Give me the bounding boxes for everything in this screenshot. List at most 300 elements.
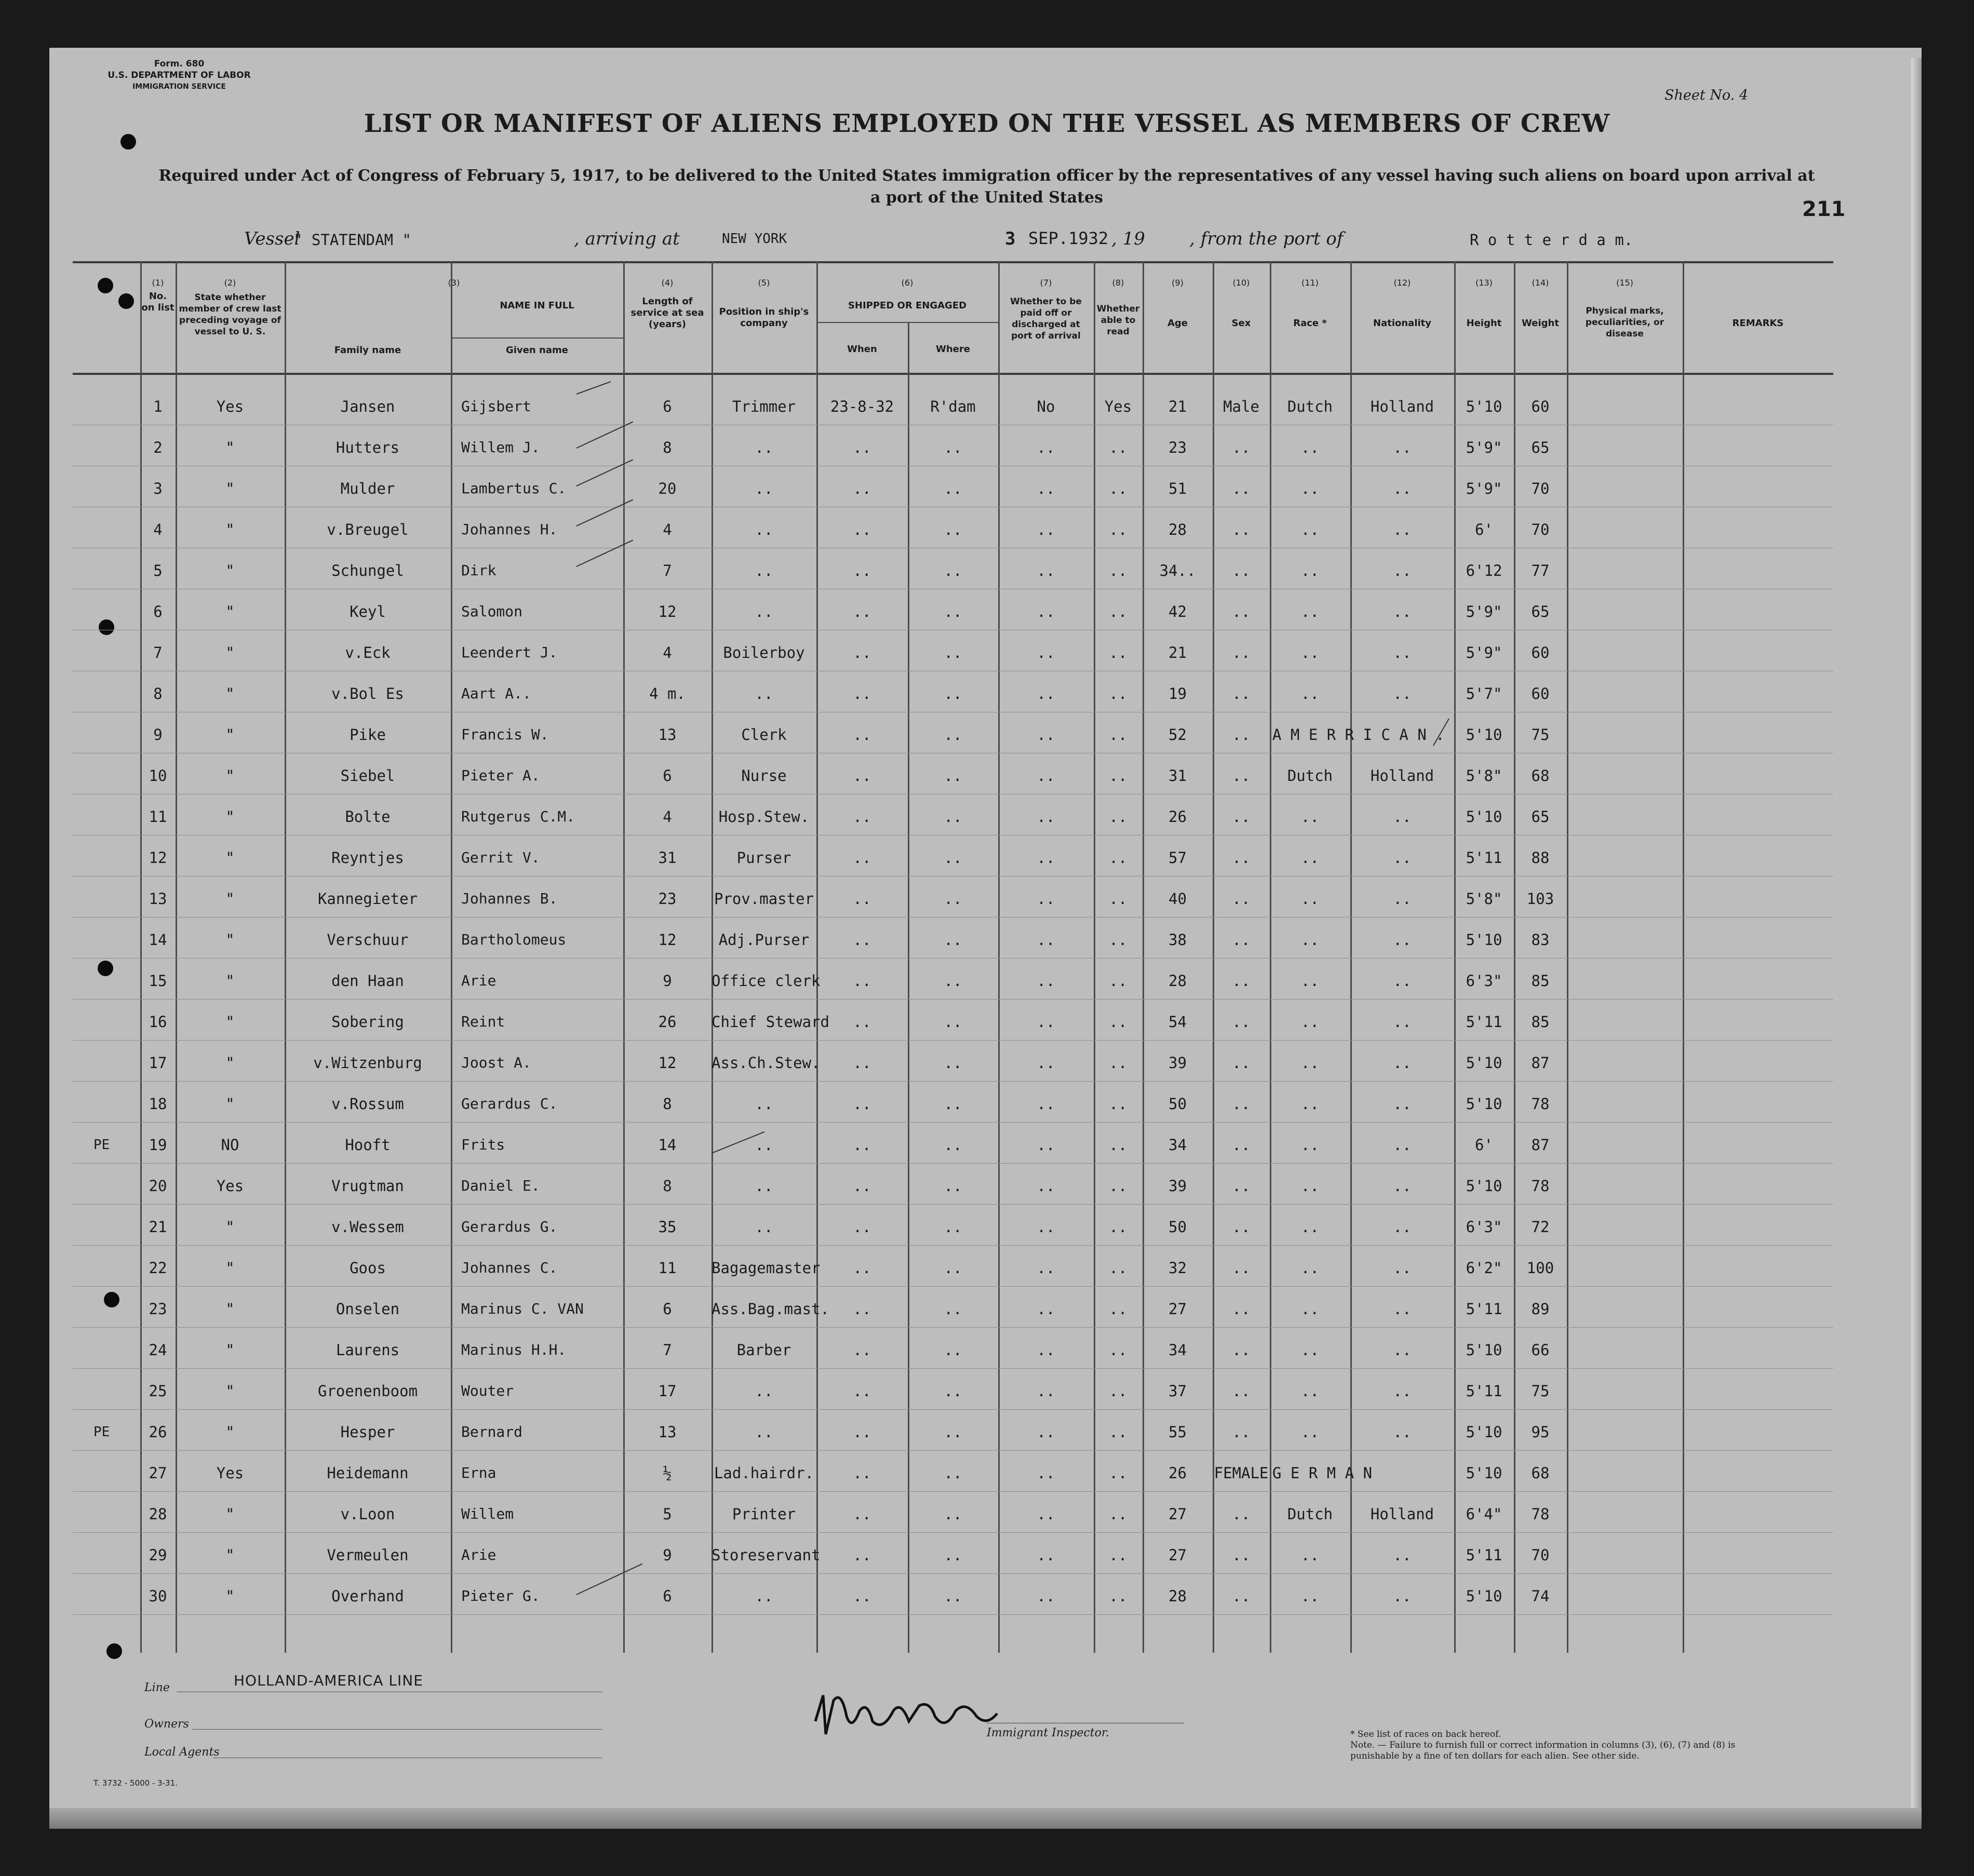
col-head-family: Family name <box>334 345 401 356</box>
cell-race: .. <box>1301 1259 1319 1277</box>
cell-race: .. <box>1301 562 1319 579</box>
cell-family: Siebel <box>340 767 395 785</box>
cell-age: 51 <box>1169 480 1187 497</box>
cell-paid: .. <box>1037 603 1055 620</box>
cell-when: .. <box>853 890 871 908</box>
owners-rule <box>192 1729 602 1730</box>
cell-length: 13 <box>658 1423 677 1441</box>
cell-sex: .. <box>1232 1546 1251 1564</box>
cell-position: Bagagemaster <box>711 1259 821 1277</box>
col-rule <box>998 261 1000 1653</box>
cell-position: Barber <box>736 1341 791 1359</box>
cell-length: 4 <box>663 808 672 826</box>
cell-paid: .. <box>1037 767 1055 785</box>
cell-read: .. <box>1109 726 1127 744</box>
col-rule <box>1567 261 1568 1653</box>
cell-family: Vermeulen <box>327 1546 409 1564</box>
cell-height: 5'8" <box>1466 890 1502 908</box>
cell-prev: " <box>225 849 235 867</box>
cell-no: 6 <box>153 603 163 620</box>
cell-length: ½ <box>663 1464 672 1482</box>
cell-when: .. <box>853 1423 871 1441</box>
cell-position: Nurse <box>741 767 787 785</box>
row-rule <box>73 1491 1833 1492</box>
cell-sex: .. <box>1232 972 1251 990</box>
cell-height: 5'11 <box>1466 1546 1502 1564</box>
cell-prev: " <box>225 972 235 990</box>
cell-age: 57 <box>1169 849 1187 867</box>
cell-paid: .. <box>1037 521 1055 538</box>
cell-weight: 68 <box>1531 1464 1550 1482</box>
cell-height: 5'11 <box>1466 1382 1502 1400</box>
cell-nationality: .. <box>1393 521 1412 538</box>
cell-no: 9 <box>153 726 163 744</box>
col-head-physical: Physical marks, peculiarities, or disease <box>1585 306 1664 339</box>
cell-paid: .. <box>1037 1341 1055 1359</box>
cell-paid: .. <box>1037 644 1055 662</box>
cell-prev: " <box>225 439 235 456</box>
cell-read: .. <box>1109 644 1127 662</box>
cell-race: .. <box>1301 1218 1319 1236</box>
cell-paid: .. <box>1037 972 1055 990</box>
cell-when: .. <box>853 1505 871 1523</box>
cell-no: 2 <box>153 439 163 456</box>
cell-weight: 70 <box>1531 521 1550 538</box>
cell-age: 39 <box>1169 1177 1187 1195</box>
col-rule <box>140 261 142 1653</box>
cell-read: .. <box>1109 521 1127 538</box>
cell-prev: " <box>225 890 235 908</box>
cell-race: .. <box>1301 931 1319 949</box>
cell-age: 39 <box>1169 1054 1187 1072</box>
cell-nationality: .. <box>1393 685 1412 703</box>
cell-paid: .. <box>1037 1013 1055 1031</box>
cell-where: .. <box>944 1177 962 1195</box>
col-rule <box>1514 261 1515 1653</box>
cell-weight: 85 <box>1531 972 1550 990</box>
cell-position: Clerk <box>741 726 787 744</box>
cell-prev: " <box>225 1259 235 1277</box>
cell-no: 10 <box>149 767 167 785</box>
cell-prev: " <box>225 1095 235 1113</box>
cell-nationality: .. <box>1393 439 1412 456</box>
cell-paid: .. <box>1037 685 1055 703</box>
row-rule <box>73 1327 1833 1328</box>
cell-given: Willem <box>461 1505 514 1522</box>
cell-read: .. <box>1109 931 1127 949</box>
cell-where: .. <box>944 521 962 538</box>
row-rule <box>73 1204 1833 1205</box>
cell-family: Bolte <box>345 808 391 826</box>
cell-when: .. <box>853 1177 871 1195</box>
cell-prev: " <box>225 685 235 703</box>
cell-nationality: .. <box>1393 1136 1412 1154</box>
note-star: * See list of races on back hereof. <box>1350 1729 1501 1739</box>
table-header-rule <box>73 373 1833 375</box>
cell-no: 30 <box>149 1587 167 1605</box>
cell-prev: " <box>225 767 235 785</box>
year-label: , 19 <box>1111 228 1145 249</box>
line-label: Line <box>144 1681 170 1694</box>
cell-length: 6 <box>663 398 672 415</box>
page-subtitle: Required under Act of Congress of February 5, 1917, to be delivered to the United States immigration officer by the representatives of any vessel having such aliens on board upon arrival at a port of the United States <box>158 167 1815 207</box>
cell-where: .. <box>944 849 962 867</box>
table-top-rule <box>73 261 1833 263</box>
cell-race: .. <box>1301 603 1319 620</box>
name-subrule <box>451 338 623 339</box>
cell-read: .. <box>1109 767 1127 785</box>
cell-position: .. <box>755 439 773 456</box>
cell-nationality: .. <box>1393 1177 1412 1195</box>
cell-race: .. <box>1301 1546 1319 1564</box>
cell-weight: 78 <box>1531 1505 1550 1523</box>
cell-sex: .. <box>1232 1095 1251 1113</box>
cell-age: 34 <box>1169 1341 1187 1359</box>
cell-age: 21 <box>1169 398 1187 415</box>
cell-where: .. <box>944 1095 962 1113</box>
cell-paid: .. <box>1037 1177 1055 1195</box>
cell-sex: .. <box>1232 480 1251 497</box>
cell-height: 5'10 <box>1466 1177 1502 1195</box>
cell-no: 18 <box>149 1095 167 1113</box>
cell-race: .. <box>1301 1587 1319 1605</box>
cell-where: .. <box>944 439 962 456</box>
cell-prev: " <box>225 808 235 826</box>
cell-height: 6' <box>1475 521 1493 538</box>
cell-position: Lad.hairdr. <box>714 1464 814 1482</box>
col-number: (11) <box>1301 278 1319 288</box>
cell-weight: 74 <box>1531 1587 1550 1605</box>
sheet-label: Sheet No. <box>1664 87 1735 103</box>
cell-family: v.Rossum <box>331 1095 404 1113</box>
agents-label: Local Agents <box>144 1746 220 1759</box>
cell-weight: 78 <box>1531 1095 1550 1113</box>
cell-no: 8 <box>153 685 163 703</box>
cell-race: .. <box>1301 1423 1319 1441</box>
line-value: HOLLAND-AMERICA LINE <box>234 1672 423 1689</box>
cell-paid: .. <box>1037 1136 1055 1154</box>
cell-weight: 95 <box>1531 1423 1550 1441</box>
cell-read: .. <box>1109 1464 1127 1482</box>
cell-height: 5'10 <box>1466 1423 1502 1441</box>
cell-when: .. <box>853 1382 871 1400</box>
cell-position: .. <box>755 1423 773 1441</box>
margin-annotation: PE <box>93 1137 110 1153</box>
cell-where: .. <box>944 562 962 579</box>
cell-read: .. <box>1109 1095 1127 1113</box>
cell-position: .. <box>755 1095 773 1113</box>
row-rule <box>73 1245 1833 1246</box>
cell-race: Dutch <box>1287 1505 1333 1523</box>
cell-age: 26 <box>1169 1464 1187 1482</box>
cell-family: Kannegieter <box>317 890 418 908</box>
cell-height: 6'3" <box>1466 1218 1502 1236</box>
cell-age: 23 <box>1169 439 1187 456</box>
cell-position: .. <box>755 521 773 538</box>
cell-nationality: .. <box>1393 972 1412 990</box>
vessel-label: Vessel <box>244 228 300 249</box>
cell-paid: .. <box>1037 1423 1055 1441</box>
cell-given: Lambertus C. <box>461 480 567 497</box>
cell-position: Chief Steward <box>711 1013 829 1031</box>
col-rule <box>816 261 818 1653</box>
cell-length: 8 <box>663 1177 672 1195</box>
cell-age: 54 <box>1169 1013 1187 1031</box>
cell-read: .. <box>1109 1300 1127 1318</box>
cell-nationality: .. <box>1393 849 1412 867</box>
cell-read: .. <box>1109 1218 1127 1236</box>
cell-nationality: .. <box>1393 562 1412 579</box>
row-rule <box>73 1081 1833 1082</box>
cell-race: .. <box>1301 1341 1319 1359</box>
cell-age: 27 <box>1169 1505 1187 1523</box>
cell-position: .. <box>755 480 773 497</box>
cell-sex: .. <box>1232 1054 1251 1072</box>
cell-when: .. <box>853 931 871 949</box>
cell-where: .. <box>944 1054 962 1072</box>
cell-family: Verschuur <box>327 931 409 949</box>
cell-given: Willem J. <box>461 439 540 456</box>
cell-length: 7 <box>663 562 672 579</box>
cell-no: 11 <box>149 808 167 826</box>
cell-sex: .. <box>1232 1259 1251 1277</box>
col-number: (10) <box>1232 278 1250 288</box>
cell-when: .. <box>853 1218 871 1236</box>
cell-position: .. <box>755 1218 773 1236</box>
col-number: (3) <box>448 278 460 288</box>
cell-where: .. <box>944 480 962 497</box>
cell-where: .. <box>944 603 962 620</box>
service-name: IMMIGRATION SERVICE <box>132 83 226 91</box>
cell-read: .. <box>1109 603 1127 620</box>
cell-where: .. <box>944 767 962 785</box>
cell-read: .. <box>1109 849 1127 867</box>
col-rule <box>1683 261 1684 1653</box>
cell-prev: " <box>225 1013 235 1031</box>
cell-given: Gijsbert <box>461 398 531 415</box>
cell-sex: .. <box>1232 1423 1251 1441</box>
cell-race: .. <box>1301 1382 1319 1400</box>
cell-when: .. <box>853 726 871 744</box>
col-number: (13) <box>1475 278 1493 288</box>
punch-hole <box>98 961 113 976</box>
cell-race: .. <box>1301 1177 1319 1195</box>
cell-given: Gerrit V. <box>461 849 540 866</box>
cell-read: Yes <box>1104 398 1132 415</box>
cell-age: 27 <box>1169 1300 1187 1318</box>
cell-when: .. <box>853 1054 871 1072</box>
cell-height: 5'10 <box>1466 1587 1502 1605</box>
cell-position: Printer <box>732 1505 796 1523</box>
col-head-age: Age <box>1167 318 1188 329</box>
row-rule <box>73 1450 1833 1451</box>
cell-weight: 65 <box>1531 603 1550 620</box>
cell-family: Mulder <box>340 480 395 497</box>
cell-sex: .. <box>1232 1218 1251 1236</box>
cell-sex: .. <box>1232 1300 1251 1318</box>
col-head-no: No. on list <box>141 291 174 313</box>
cell-position: Ass.Bag.mast. <box>711 1300 829 1318</box>
col-head-height: Height <box>1466 318 1502 329</box>
cell-read: .. <box>1109 1546 1127 1564</box>
cell-sex: .. <box>1232 562 1251 579</box>
cell-height: 5'10 <box>1466 726 1502 744</box>
cell-nationality: .. <box>1393 603 1412 620</box>
cell-family: Laurens <box>335 1341 400 1359</box>
cell-length: 6 <box>663 1300 672 1318</box>
cell-height: 5'10 <box>1466 931 1502 949</box>
cell-sex: .. <box>1232 1587 1251 1605</box>
cell-read: .. <box>1109 890 1127 908</box>
col-rule <box>1454 261 1456 1653</box>
cell-prev: " <box>225 726 235 744</box>
cell-given: Gerardus C. <box>461 1095 558 1112</box>
arrival-date-stamp: SEP.1932 <box>1028 228 1109 248</box>
cell-race: Dutch <box>1287 398 1333 415</box>
cell-family: Hesper <box>340 1423 395 1441</box>
note-text: Note. — Failure to furnish full or correct information in columns (3), (6), (7) and (8) is punishable by a fine of ten dollars for each alien. See other side. <box>1350 1740 1736 1761</box>
cell-where: .. <box>944 1300 962 1318</box>
arrival-day: 3 <box>1005 228 1016 249</box>
cell-read: .. <box>1109 1177 1127 1195</box>
cell-sex: .. <box>1232 1013 1251 1031</box>
cell-prev: Yes <box>216 398 244 415</box>
cell-paid: .. <box>1037 1546 1055 1564</box>
sheet-number <box>1664 87 1748 103</box>
cell-length: 23 <box>658 890 677 908</box>
cell-age: 31 <box>1169 767 1187 785</box>
vessel-name: " STATENDAM " <box>293 231 411 249</box>
col-head-race: Race * <box>1293 318 1327 329</box>
cell-sex: .. <box>1232 1136 1251 1154</box>
cell-when: .. <box>853 644 871 662</box>
cell-read: .. <box>1109 1423 1127 1441</box>
cell-where: .. <box>944 931 962 949</box>
cell-where: .. <box>944 685 962 703</box>
col-head-length: Length of service at sea (years) <box>630 296 704 330</box>
cell-read: .. <box>1109 972 1127 990</box>
cell-sex: Male <box>1223 398 1259 415</box>
cell-nationality: .. <box>1393 1341 1412 1359</box>
cell-when: .. <box>853 808 871 826</box>
cell-age: 55 <box>1169 1423 1187 1441</box>
cell-length: 6 <box>663 767 672 785</box>
cell-given: Francis W. <box>461 726 549 743</box>
cell-position: .. <box>755 562 773 579</box>
cell-when: .. <box>853 1546 871 1564</box>
cell-where: .. <box>944 1341 962 1359</box>
cell-length: 12 <box>658 931 677 949</box>
cell-family: v.Wessem <box>331 1218 404 1236</box>
cell-weight: 60 <box>1531 398 1550 415</box>
row-rule <box>73 1614 1833 1615</box>
cell-prev: Yes <box>216 1177 244 1195</box>
cell-weight: 75 <box>1531 1382 1550 1400</box>
page-number: 211 <box>1802 197 1846 221</box>
cell-weight: 87 <box>1531 1136 1550 1154</box>
cell-nationality: .. <box>1393 1259 1412 1277</box>
cell-given: Marinus C. VAN <box>461 1300 584 1317</box>
cell-when: .. <box>853 1259 871 1277</box>
cell-read: .. <box>1109 685 1127 703</box>
cell-race: .. <box>1301 1013 1319 1031</box>
cell-sex: .. <box>1232 1505 1251 1523</box>
shipped-subrule <box>816 322 998 323</box>
col-rule <box>623 261 625 1653</box>
cell-position: Ass.Ch.Stew. <box>711 1054 821 1072</box>
cell-position: Office clerk <box>711 972 821 990</box>
page-title: LIST OR MANIFEST OF ALIENS EMPLOYED ON THE VESSEL AS MEMBERS OF CREW <box>364 109 1610 138</box>
row-rule <box>73 1573 1833 1574</box>
department-name: U.S. DEPARTMENT OF LABOR <box>108 70 251 80</box>
cell-prev: " <box>225 603 235 620</box>
cell-race: .. <box>1301 972 1319 990</box>
cell-length: 4 m. <box>649 685 686 703</box>
cell-weight: 65 <box>1531 439 1550 456</box>
cell-no: 13 <box>149 890 167 908</box>
cell-family: Groenenboom <box>317 1382 418 1400</box>
cell-paid: .. <box>1037 808 1055 826</box>
cell-no: 20 <box>149 1177 167 1195</box>
cell-age: 28 <box>1169 972 1187 990</box>
cell-length: 4 <box>663 521 672 538</box>
cell-paid: .. <box>1037 1382 1055 1400</box>
cell-given: Erna <box>461 1464 496 1481</box>
col-rule <box>176 261 177 1653</box>
cell-where: .. <box>944 644 962 662</box>
cell-given: Wouter <box>461 1382 514 1399</box>
cell-paid: .. <box>1037 931 1055 949</box>
cell-prev: " <box>225 1423 235 1441</box>
cell-race: .. <box>1301 849 1319 867</box>
cell-race: .. <box>1301 890 1319 908</box>
cell-height: 5'10 <box>1466 1054 1502 1072</box>
cell-age: 50 <box>1169 1218 1187 1236</box>
cell-when: .. <box>853 1341 871 1359</box>
cell-age: 19 <box>1169 685 1187 703</box>
cell-length: 9 <box>663 1546 672 1564</box>
cell-height: 5'9" <box>1466 439 1502 456</box>
cell-sex: .. <box>1232 685 1251 703</box>
cell-no: 22 <box>149 1259 167 1277</box>
cell-family: Vrugtman <box>331 1177 404 1195</box>
cell-length: 12 <box>658 603 677 620</box>
cell-paid: .. <box>1037 1054 1055 1072</box>
cell-read: .. <box>1109 562 1127 579</box>
cell-sex: .. <box>1232 808 1251 826</box>
cell-race: G E R M A N <box>1272 1464 1373 1482</box>
cell-nationality: .. <box>1393 808 1412 826</box>
cell-when: .. <box>853 1587 871 1605</box>
cell-read: .. <box>1109 1259 1127 1277</box>
cell-length: 9 <box>663 972 672 990</box>
cell-family: Jansen <box>340 398 395 415</box>
cell-nationality: .. <box>1393 1300 1412 1318</box>
cell-when: .. <box>853 1464 871 1482</box>
cell-race: Dutch <box>1287 767 1333 785</box>
row-rule <box>73 958 1833 959</box>
cell-paid: .. <box>1037 849 1055 867</box>
cell-when: 23-8-32 <box>830 398 894 415</box>
cell-race: A M E R R I C A N . <box>1272 726 1445 744</box>
cell-family: Onselen <box>335 1300 400 1318</box>
cell-weight: 103 <box>1526 890 1554 908</box>
cell-when: .. <box>853 849 871 867</box>
cell-prev: " <box>225 931 235 949</box>
cell-when: .. <box>853 972 871 990</box>
cell-given: Salomon <box>461 603 523 620</box>
cell-prev: " <box>225 1300 235 1318</box>
